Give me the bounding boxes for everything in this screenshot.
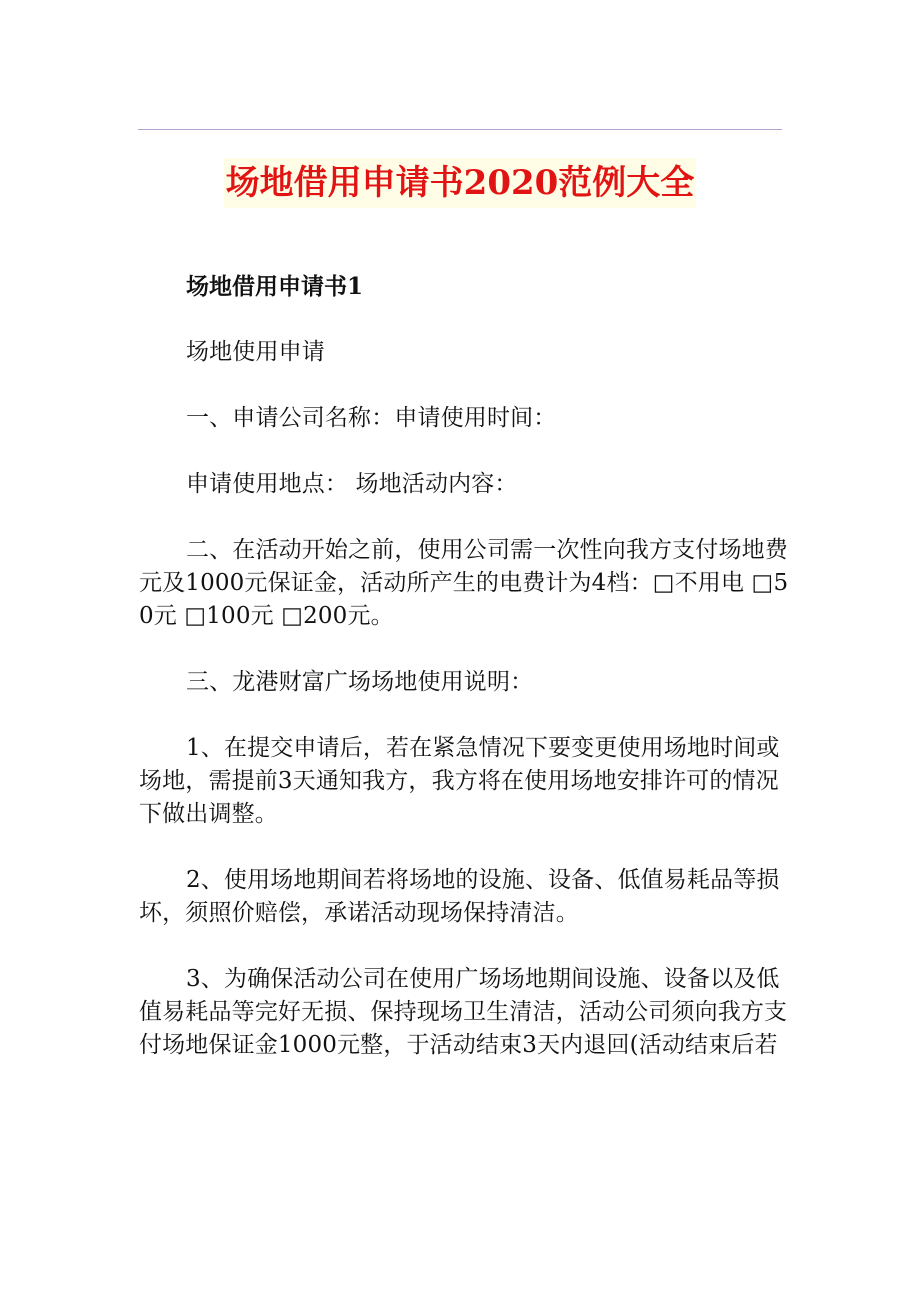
paragraph-fees: 二、在活动开始之前，使用公司需一次性向我方支付场地费元及1000元保证金，活动所产生的电费计为4档：□不用电 □50元 □100元 □200元。 (139, 537, 789, 629)
paragraph-usage-instructions: 三、龙港财富广场场地使用说明： (186, 669, 534, 695)
paragraph-location-content: 申请使用地点： 场地活动内容： (186, 471, 518, 497)
header-rule (138, 129, 782, 130)
paragraph-rule-2: 2、使用场地期间若将场地的设施、设备、低值易耗品等损坏，须照价赔偿，承诺活动现场保持清洁。 (139, 867, 780, 926)
paragraph-rule-3: 3、为确保活动公司在使用广场场地期间设施、设备以及低值易耗品等完好无损、保持现场卫生清洁，活动公司须向我方支付场地保证金1000元整，于活动结束3天内退回(活动结束后若 (139, 966, 788, 1058)
document-title: 场地借用申请书2020范例大全 (224, 158, 697, 208)
title-container (0, 158, 920, 208)
document-body (139, 270, 789, 1095)
paragraph-venue-application: 场地使用申请 (186, 339, 325, 365)
paragraph-company-time: 一、申请公司名称：申请使用时间： (186, 405, 557, 431)
paragraph-rule-1: 1、在提交申请后，若在紧急情况下要变更使用场地时间或场地，需提前3天通知我方，我方将在使用场地安排许可的情况下做出调整。 (139, 735, 780, 827)
section-heading: 场地借用申请书1 (186, 273, 364, 300)
